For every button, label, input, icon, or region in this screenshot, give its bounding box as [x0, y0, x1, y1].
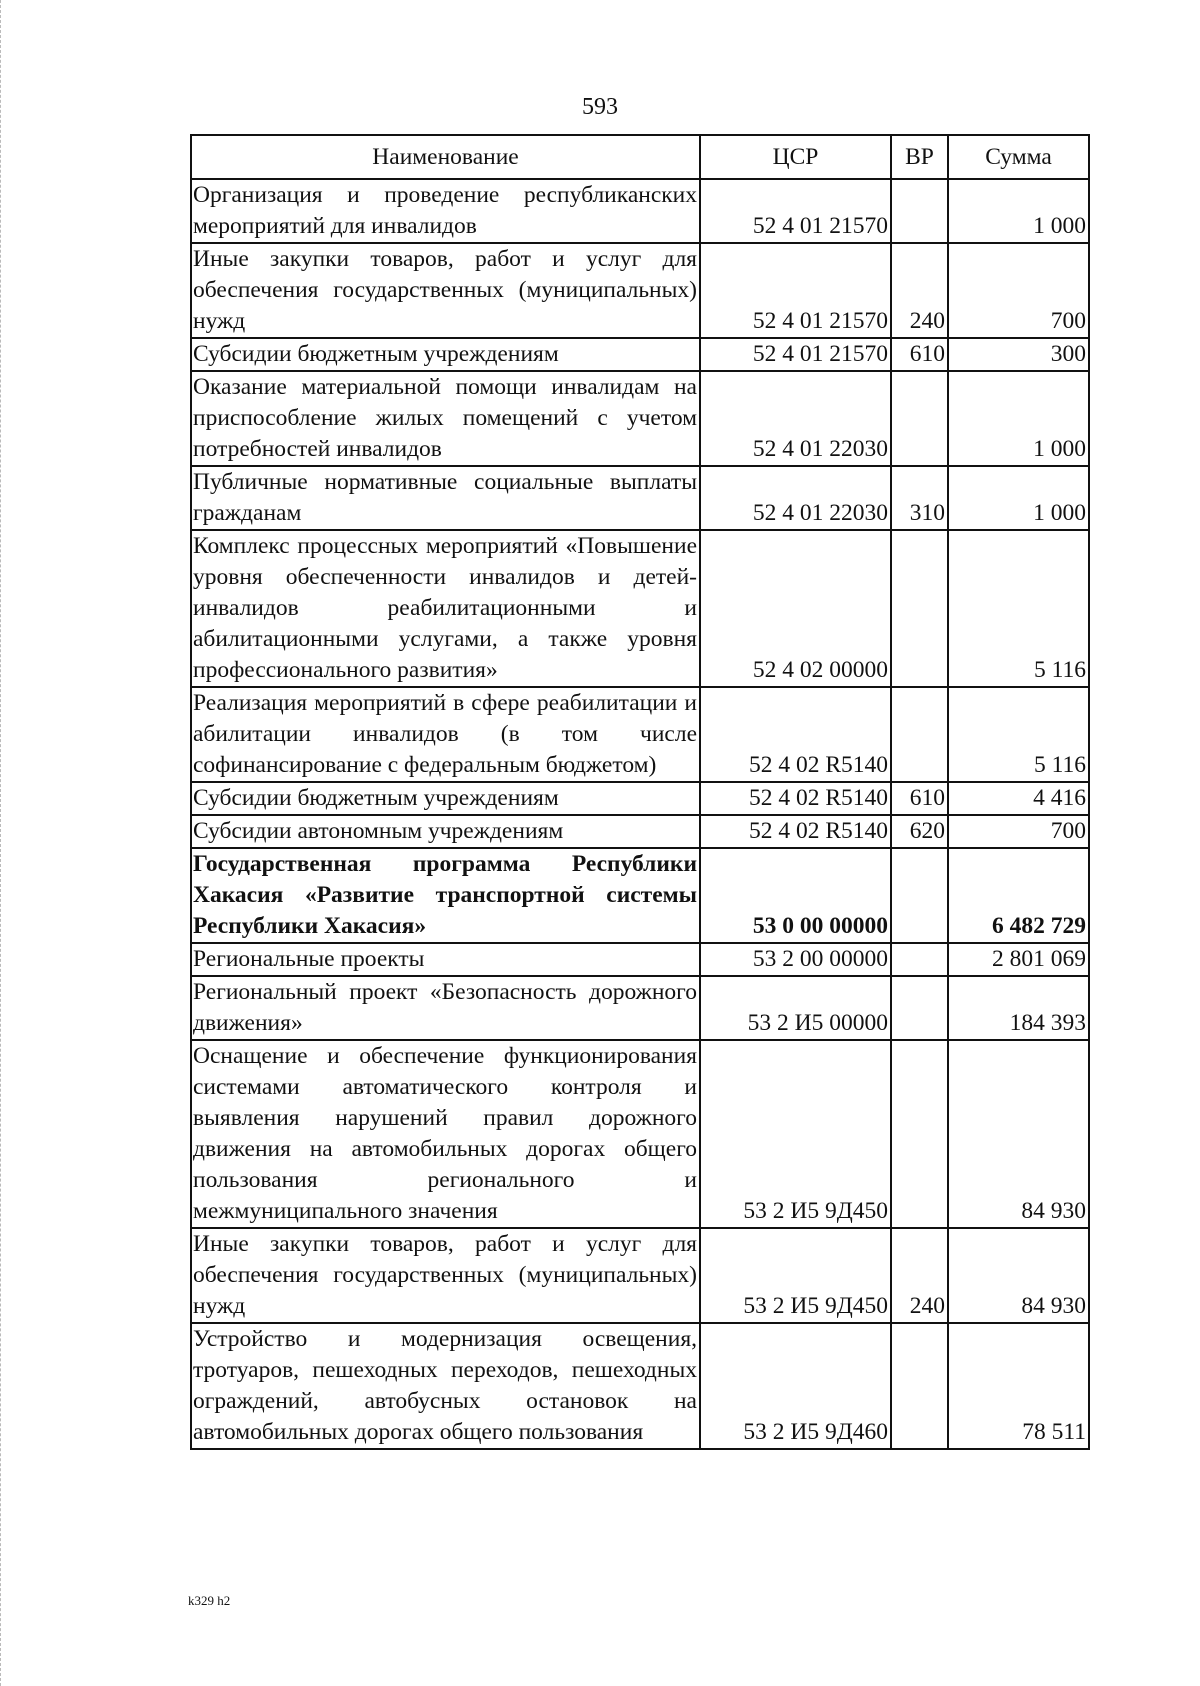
table-row — [191, 338, 1089, 371]
cell-code: 52 4 02 00000 — [700, 530, 891, 687]
cell-vr: 310 — [891, 466, 948, 530]
cell-name: Иные закупки товаров, работ и услуг для обеспечения государственных (муниципальных) нужд — [191, 243, 700, 338]
cell-sum: 2 801 069 — [948, 943, 1089, 976]
table-row — [191, 1228, 1089, 1323]
cell-vr — [891, 371, 948, 466]
cell-name: Оснащение и обеспечение функционирования системами автоматического контроля и выявления нарушений правил дорожного движения на автомобильных дорогах общего пользования регионального и межмуниципального значения — [191, 1040, 700, 1228]
table-row — [191, 976, 1089, 1040]
cell-sum: 1 000 — [948, 179, 1089, 243]
cell-vr: 240 — [891, 1228, 948, 1323]
cell-name: Субсидии автономным учреждениям — [191, 815, 700, 848]
cell-code: 52 4 02 R5140 — [700, 782, 891, 815]
table-row — [191, 815, 1089, 848]
header-vr: ВР — [891, 135, 948, 179]
cell-sum: 300 — [948, 338, 1089, 371]
table-row — [191, 530, 1089, 687]
table-row — [191, 1323, 1089, 1449]
cell-code: 53 2 И5 9Д450 — [700, 1228, 891, 1323]
cell-vr — [891, 179, 948, 243]
table-row — [191, 943, 1089, 976]
cell-name: Комплекс процессных мероприятий «Повышение уровня обеспеченности инвалидов и детей-инвалидов реабилитационными и абилитационными услугами, а также уровня профессионального развития» — [191, 530, 700, 687]
cell-vr: 240 — [891, 243, 948, 338]
header-sum: Сумма — [948, 135, 1089, 179]
cell-sum: 5 116 — [948, 687, 1089, 782]
table-row — [191, 782, 1089, 815]
cell-code: 52 4 01 21570 — [700, 179, 891, 243]
cell-code: 52 4 01 22030 — [700, 466, 891, 530]
cell-code: 52 4 01 21570 — [700, 243, 891, 338]
cell-vr: 610 — [891, 782, 948, 815]
table-body — [191, 179, 1089, 1449]
cell-code: 52 4 02 R5140 — [700, 687, 891, 782]
cell-name: Субсидии бюджетным учреждениям — [191, 338, 700, 371]
cell-vr: 610 — [891, 338, 948, 371]
cell-sum: 5 116 — [948, 530, 1089, 687]
cell-code: 53 2 И5 9Д450 — [700, 1040, 891, 1228]
cell-sum: 84 930 — [948, 1228, 1089, 1323]
cell-sum: 78 511 — [948, 1323, 1089, 1449]
cell-sum: 84 930 — [948, 1040, 1089, 1228]
cell-code: 52 4 02 R5140 — [700, 815, 891, 848]
cell-sum: 4 416 — [948, 782, 1089, 815]
cell-name: Региональный проект «Безопасность дорожного движения» — [191, 976, 700, 1040]
page-number: 593 — [582, 94, 618, 120]
cell-code: 52 4 01 21570 — [700, 338, 891, 371]
header-code: ЦСР — [700, 135, 891, 179]
cell-vr: 620 — [891, 815, 948, 848]
cell-code: 53 2 И5 00000 — [700, 976, 891, 1040]
cell-vr — [891, 943, 948, 976]
table-header-row — [191, 135, 1089, 179]
cell-vr — [891, 976, 948, 1040]
cell-vr — [891, 1040, 948, 1228]
table-row — [191, 179, 1089, 243]
cell-name: Государственная программа Республики Хакасия «Развитие транспортной системы Республики Хакасия» — [191, 848, 700, 943]
table-row — [191, 243, 1089, 338]
cell-vr — [891, 848, 948, 943]
cell-name: Субсидии бюджетным учреждениям — [191, 782, 700, 815]
cell-vr — [891, 530, 948, 687]
cell-sum: 184 393 — [948, 976, 1089, 1040]
table-row — [191, 687, 1089, 782]
scan-margin-line — [0, 0, 2, 1686]
cell-sum: 700 — [948, 815, 1089, 848]
cell-sum: 700 — [948, 243, 1089, 338]
cell-sum: 6 482 729 — [948, 848, 1089, 943]
cell-name: Организация и проведение республиканских мероприятий для инвалидов — [191, 179, 700, 243]
cell-code: 53 2 00 00000 — [700, 943, 891, 976]
table-row — [191, 848, 1089, 943]
cell-vr — [891, 687, 948, 782]
cell-code: 53 0 00 00000 — [700, 848, 891, 943]
cell-name: Иные закупки товаров, работ и услуг для обеспечения государственных (муниципальных) нужд — [191, 1228, 700, 1323]
table-row — [191, 466, 1089, 530]
footer-code: k329 h2 — [188, 1593, 231, 1608]
table-row — [191, 1040, 1089, 1228]
table-row — [191, 371, 1089, 466]
cell-name: Публичные нормативные социальные выплаты гражданам — [191, 466, 700, 530]
cell-name: Реализация мероприятий в сфере реабилитации и абилитации инвалидов (в том числе софинансирование с федеральным бюджетом) — [191, 687, 700, 782]
budget-table — [190, 134, 1090, 1450]
cell-name: Оказание материальной помощи инвалидам на приспособление жилых помещений с учетом потребностей инвалидов — [191, 371, 700, 466]
cell-sum: 1 000 — [948, 371, 1089, 466]
cell-name: Региональные проекты — [191, 943, 700, 976]
cell-code: 52 4 01 22030 — [700, 371, 891, 466]
cell-vr — [891, 1323, 948, 1449]
cell-code: 53 2 И5 9Д460 — [700, 1323, 891, 1449]
header-name: Наименование — [191, 135, 700, 179]
cell-sum: 1 000 — [948, 466, 1089, 530]
cell-name: Устройство и модернизация освещения, тротуаров, пешеходных переходов, пешеходных ограждений, автобусных остановок на автомобильных дорогах общего пользования — [191, 1323, 700, 1449]
